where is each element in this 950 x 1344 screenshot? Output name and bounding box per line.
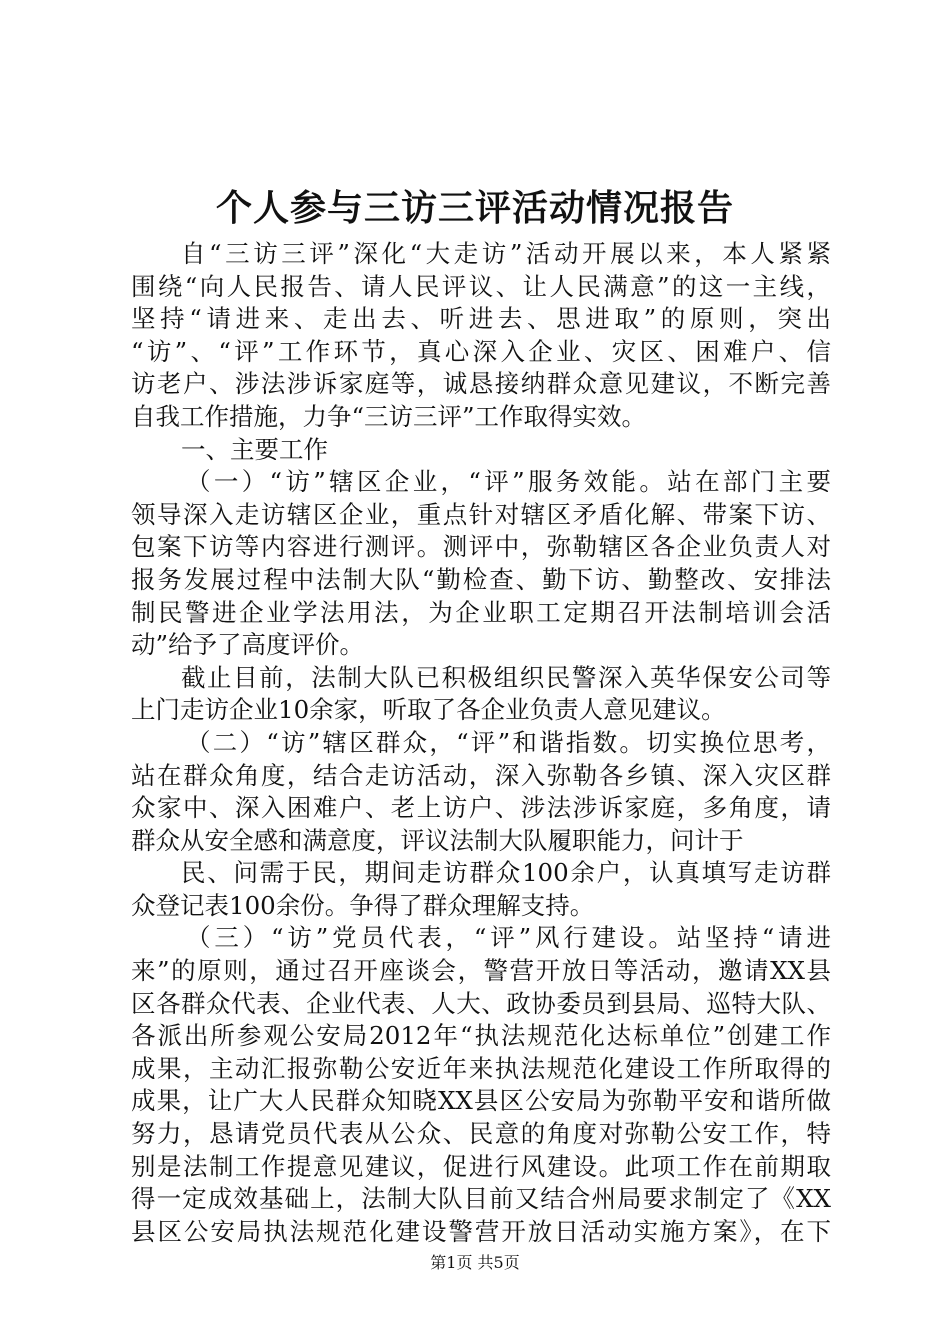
text-line: “访”、“评”工作环节，真心深入企业、灾区、困难户、信 <box>131 336 831 366</box>
text-line: （二）“访”辖区群众，“评”和谐指数。切实换位思考， <box>186 727 831 757</box>
section-heading: 一、主要工作 <box>181 434 328 464</box>
text-line: 坚持“请进来、走出去、听进去、思进取”的原则，突出 <box>131 304 831 334</box>
text-line: 区各群众代表、企业代表、人大、政协委员到县局、巡特大队、 <box>131 988 831 1018</box>
text-line: 领导深入走访辖区企业，重点针对辖区矛盾化解、带案下访、 <box>131 499 831 529</box>
text-line: 截止目前，法制大队已积极组织民警深入英华保安公司等 <box>181 662 831 692</box>
text-line: （三）“访”党员代表，“评”风行建设。站坚持“请进 <box>186 923 831 953</box>
text-line: 努力，恳请党员代表从公众、民意的角度对弥勒公安工作，特 <box>131 1119 831 1149</box>
text-line: 围绕“向人民报告、请人民评议、让人民满意”的这一主线， <box>131 271 831 301</box>
text-line: 上门走访企业10余家，听取了各企业负责人意见建议。 <box>131 695 726 725</box>
text-line: 成果，让广大人民群众知晓XX县区公安局为弥勒平安和谐所做 <box>131 1086 831 1116</box>
page-number-footer: 第1页 共5页 <box>430 1253 520 1272</box>
document-title: 个人参与三访三评活动情况报告 <box>215 187 734 229</box>
text-line: 动”给予了高度评价。 <box>131 630 365 660</box>
text-line: 县区公安局执法规范化建设警营开放日活动实施方案》，在下 <box>131 1216 831 1246</box>
text-line: 访老户、涉法涉诉家庭等，诚恳接纳群众意见建议，不断完善 <box>131 369 831 399</box>
text-line: 制民警进企业学法用法，为企业职工定期召开法制培训会活 <box>131 597 831 627</box>
text-line: 各派出所参观公安局2012年“执法规范化达标单位”创建工作 <box>131 1021 831 1051</box>
text-line: 群众从安全感和满意度，评议法制大队履职能力，问计于 <box>131 825 744 855</box>
text-line: 站在群众角度，结合走访活动，深入弥勒各乡镇、深入灾区群 <box>131 760 831 790</box>
text-line: 众家中、深入困难户、老上访户、涉法涉诉家庭，多角度，请 <box>131 793 831 823</box>
text-line: 来”的原则，通过召开座谈会，警营开放日等活动，邀请XX县 <box>131 956 831 986</box>
text-line: 自我工作措施，力争“三访三评”工作取得实效。 <box>131 401 647 431</box>
text-line: 报务发展过程中法制大队“勤检查、勤下访、勤整改、安排法 <box>131 564 831 594</box>
text-line: 自“三访三评”深化“大走访”活动开展以来，本人紧紧 <box>181 239 831 268</box>
text-line: 民、问需于民，期间走访群众100余户，认真填写走访群 <box>181 858 831 888</box>
text-line: 包案下访等内容进行测评。测评中，弥勒辖区各企业负责人对 <box>131 532 831 562</box>
text-line: 成果，主动汇报弥勒公安近年来执法规范化建设工作所取得的 <box>131 1053 831 1083</box>
text-line: 得一定成效基础上，法制大队目前又结合州局要求制定了《XX <box>131 1184 831 1214</box>
text-line: 众登记表100余份。争得了群众理解支持。 <box>131 890 595 920</box>
document-body <box>131 238 831 1248</box>
text-line: （一）“访”辖区企业，“评”服务效能。站在部门主要 <box>186 467 831 497</box>
text-line: 别是法制工作提意见建议，促进行风建设。此项工作在前期取 <box>131 1151 831 1181</box>
